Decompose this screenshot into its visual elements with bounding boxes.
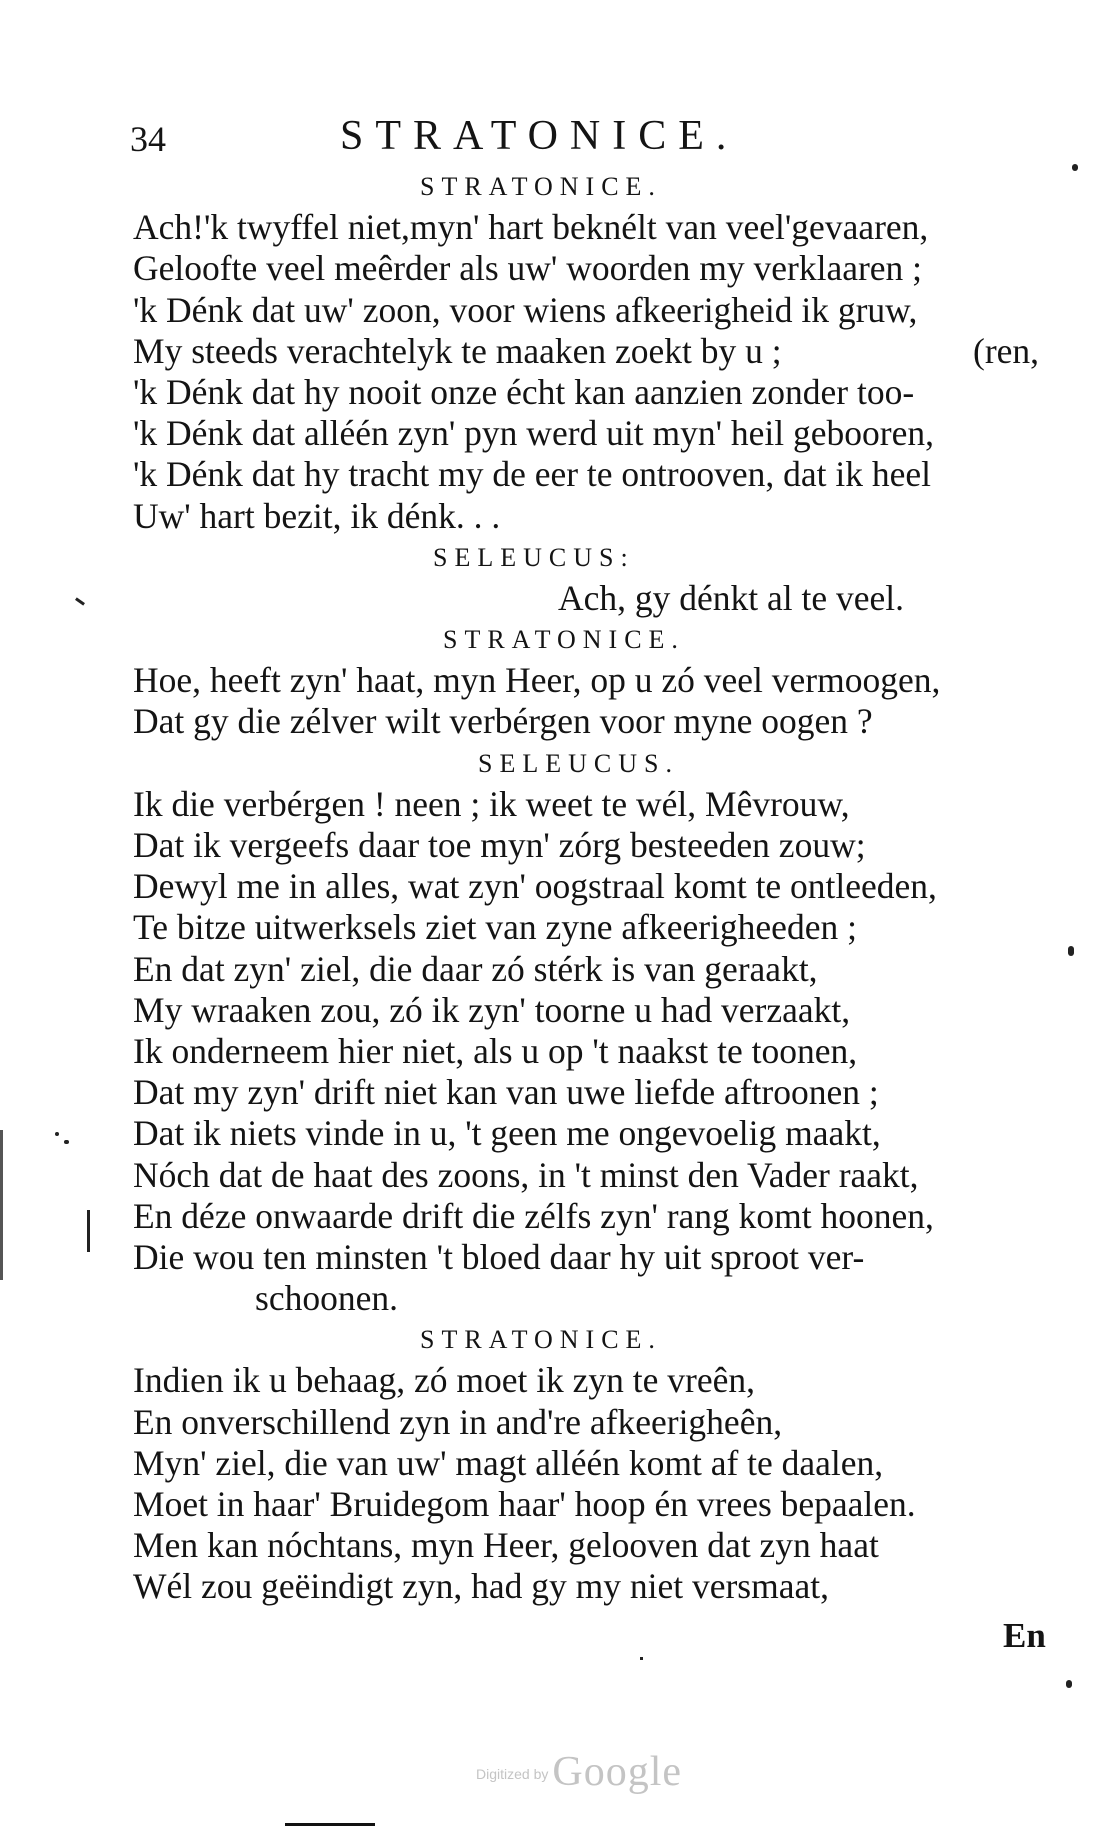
verse-line: 'k Dénk dat alléén zyn' pyn werd uit myn' heil gebooren, <box>133 413 934 454</box>
verse-line: Ik onderneem hier niet, als u op 't naakst te toonen, <box>133 1030 858 1071</box>
digitized-by-label: Digitized by <box>475 1766 549 1782</box>
verse-line: Moet in haar' Bruidegom haar' hoop én vrees bepaalen. <box>133 1484 916 1524</box>
ink-speck <box>640 1657 643 1660</box>
ink-speck <box>1068 946 1074 956</box>
verse-line: En déze onwaarde drift die zélfs zyn' rang komt hoonen, <box>133 1195 934 1236</box>
ink-speck <box>55 1132 59 1136</box>
margin-stroke <box>87 1210 90 1252</box>
page-header <box>0 113 1098 168</box>
ink-speck <box>1072 164 1078 171</box>
verse-line: Ik die verbérgen ! neen ; ik weet te wél, Mêvrouw, <box>133 783 850 824</box>
running-title: STRATONICE. <box>340 113 739 159</box>
speaker-heading: STRATONICE. <box>420 172 662 201</box>
verse-line <box>133 331 1063 372</box>
verse-line: My wraaken zou, zó ik zyn' toorne u had verzaakt, <box>133 989 851 1030</box>
verse-line: Myn' ziel, die van uw' magt alléén komt af te daalen, <box>133 1442 884 1483</box>
digitization-watermark <box>0 1748 1098 1796</box>
ink-speck <box>1066 1680 1072 1688</box>
speaker-heading: SELEUCUS: <box>433 542 635 572</box>
margin-stroke <box>75 597 85 605</box>
page-number: 34 <box>130 119 166 159</box>
verse-line: Dat ik niets vinde in u, 't geen me ongevoelig maakt, <box>133 1113 881 1154</box>
bottom-rule <box>285 1823 375 1826</box>
speaker-heading: STRATONICE. <box>443 625 685 655</box>
speaker-heading: STRATONICE. <box>420 1325 662 1355</box>
verse-line: Dewyl me in alles, wat zyn' oogstraal komt te ontleeden, <box>133 866 937 907</box>
verse-line: Die wou ten minsten 't bloed daar hy uit sproot ver- <box>133 1236 865 1277</box>
verse-line: Geloofte veel meêrder als uw' woorden my verklaaren ; <box>133 248 923 289</box>
verse-line: En dat zyn' ziel, die daar zó stérk is van geraakt, <box>133 948 818 989</box>
ink-speck <box>64 1140 69 1144</box>
verse-line-overflow: (ren, <box>973 330 1040 371</box>
verse-line: Nóch dat de haat des zoons, in 't minst den Vader raakt, <box>133 1154 919 1195</box>
verse-line: Ach, gy dénkt al te veel. <box>558 577 905 618</box>
verse-line: Indien ik u behaag, zó moet ik zyn te vreên, <box>133 1360 756 1401</box>
binding-edge <box>0 1130 3 1280</box>
verse-line: Dat my zyn' drift niet kan van uwe liefde aftroonen ; <box>133 1072 879 1113</box>
verse-line: Dat gy die zélver wilt verbérgen voor myne oogen ? <box>133 701 873 742</box>
verse-line: Ach!'k twyffel niet,myn' hart beknélt van veel'gevaaren, <box>133 207 929 248</box>
verse-line: Wél zou geëindigt zyn, had gy my niet versmaat, <box>133 1566 829 1607</box>
watermark-text <box>476 1748 682 1796</box>
google-wordmark: Google <box>552 1749 683 1795</box>
speaker-heading: SELEUCUS. <box>478 748 679 778</box>
verse-line: Men kan nóchtans, myn Heer, gelooven dat zyn haat <box>133 1525 879 1566</box>
verse-line: 'k Dénk dat uw' zoon, voor wiens afkeerigheid ik gruw, <box>133 289 918 330</box>
verse-line: 'k Dénk dat hy tracht my de eer te ontrooven, dat ik heel <box>133 454 931 495</box>
verse-line: Te bitze uitwerksels ziet van zyne afkeerigheeden ; <box>133 907 857 948</box>
verse-line: En onverschillend zyn in and're afkeerigheên, <box>133 1401 783 1442</box>
verse-line-continuation: schoonen. <box>255 1278 398 1319</box>
verse-line: Uw' hart bezit, ik dénk. . . <box>133 495 501 536</box>
verse-line: Dat ik vergeefs daar toe myn' zórg besteeden zouw; <box>133 825 866 865</box>
verse-line-text: My steeds verachtelyk te maaken zoekt by u ; <box>133 330 782 371</box>
verse-block <box>133 166 1063 1608</box>
verse-line: 'k Dénk dat hy nooit onze écht kan aanzien zonder too- <box>133 371 915 412</box>
verse-line: Hoe, heeft zyn' haat, myn Heer, op u zó veel vermoogen, <box>133 660 941 701</box>
catchword: En <box>1003 1616 1046 1655</box>
